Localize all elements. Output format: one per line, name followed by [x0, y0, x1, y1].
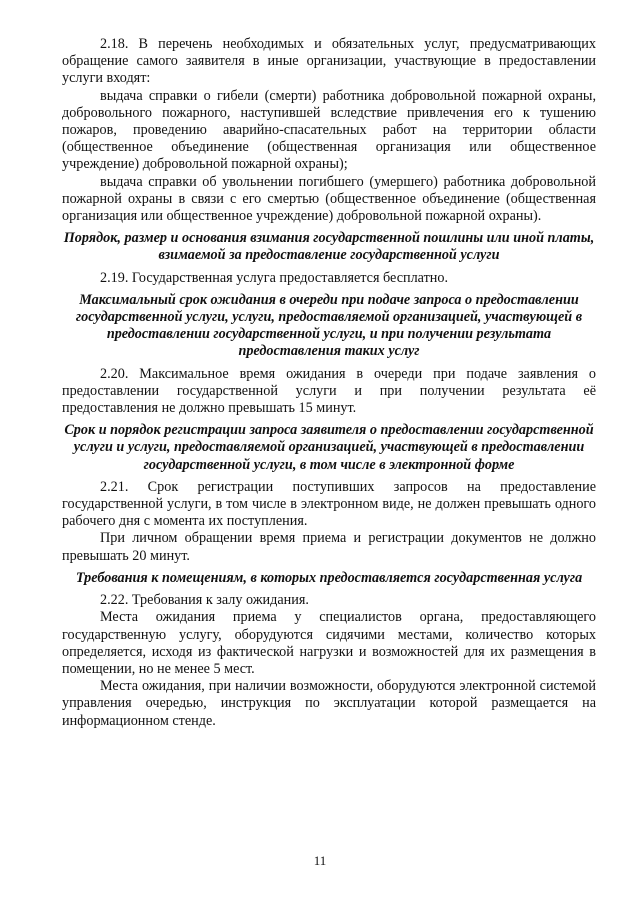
paragraph-2-22: 2.22. Требования к залу ожидания.: [100, 592, 309, 609]
heading-state-fee: Порядок, размер и основания взимания государственной пошлины или иной платы, взимаемой за предоставление государственной услуги: [63, 230, 595, 264]
heading-max-wait-time: Максимальный срок ожидания в очереди при подаче запроса о предоставлении государственной услуги, услуги, предоставляемой организацией, участвующей в предоставлении государственной услуги, и при получении результата предоставления таких услуг: [75, 291, 583, 360]
page-number: 11: [313, 853, 327, 868]
heading-premises-requirements: Требования к помещениям, в которых предоставляется государственная услуга: [75, 569, 583, 586]
paragraph-2-18: 2.18. В перечень необходимых и обязательных услуг, предусматривающих обращение самого заявителя в иные организации, участвующие в предоставлении услуги входят:: [62, 36, 596, 87]
paragraph-queue-system: Места ожидания, при наличии возможности, оборудуются электронной системой управления очередью, инструкция по эксплуатации которой размещается на информационном стенде.: [62, 678, 596, 729]
paragraph-2-19: 2.19. Государственная услуга предоставляется бесплатно.: [100, 269, 449, 286]
paragraph-2-21-personal: При личном обращении время приема и регистрации документов не должно превышать 20 минут.: [62, 530, 596, 564]
heading-request-registration: Срок и порядок регистрации запроса заявителя о предоставлении государственной услуги и услуги, предоставляемой организацией, участвующей в предоставлении государственной услуги, в том числе в электронной форме: [64, 422, 594, 473]
paragraph-waiting-places: Места ожидания приема у специалистов органа, предоставляющего государственную услугу, оборудуются сидячими местами, количество которых определяется, исходя из фактической нагрузки и возможностей для их размещения в помещении, но не менее 5 мест.: [62, 609, 596, 677]
paragraph-2-20: 2.20. Максимальное время ожидания в очереди при подаче заявления о предоставлении государственной услуги и при получении результата её предоставления не должно превышать 15 минут.: [62, 365, 596, 417]
document-page: [62, 36, 596, 730]
paragraph-2-21: 2.21. Срок регистрации поступивших запросов на предоставление государственной услуги, в том числе в электронном виде, не должен превышать одного рабочего дня с момента их поступления.: [62, 478, 596, 530]
paragraph-death-certificate: выдача справки о гибели (смерти) работника добровольной пожарной охраны, добровольного пожарного, наступившей вследствие привлечения его к тушению пожаров, проведению аварийно-спасательных работ на территории области (общественное объединение (общественная организация или общественное учреждение) добровольной пожарной охраны);: [62, 87, 596, 173]
paragraph-dismissal-certificate: выдача справки об увольнении погибшего (умершего) работника добровольной пожарной охраны в связи с его смертью (общественное объединение (общественная организация или общественное учреждение) добровольной пожарной охраны).: [62, 173, 596, 225]
